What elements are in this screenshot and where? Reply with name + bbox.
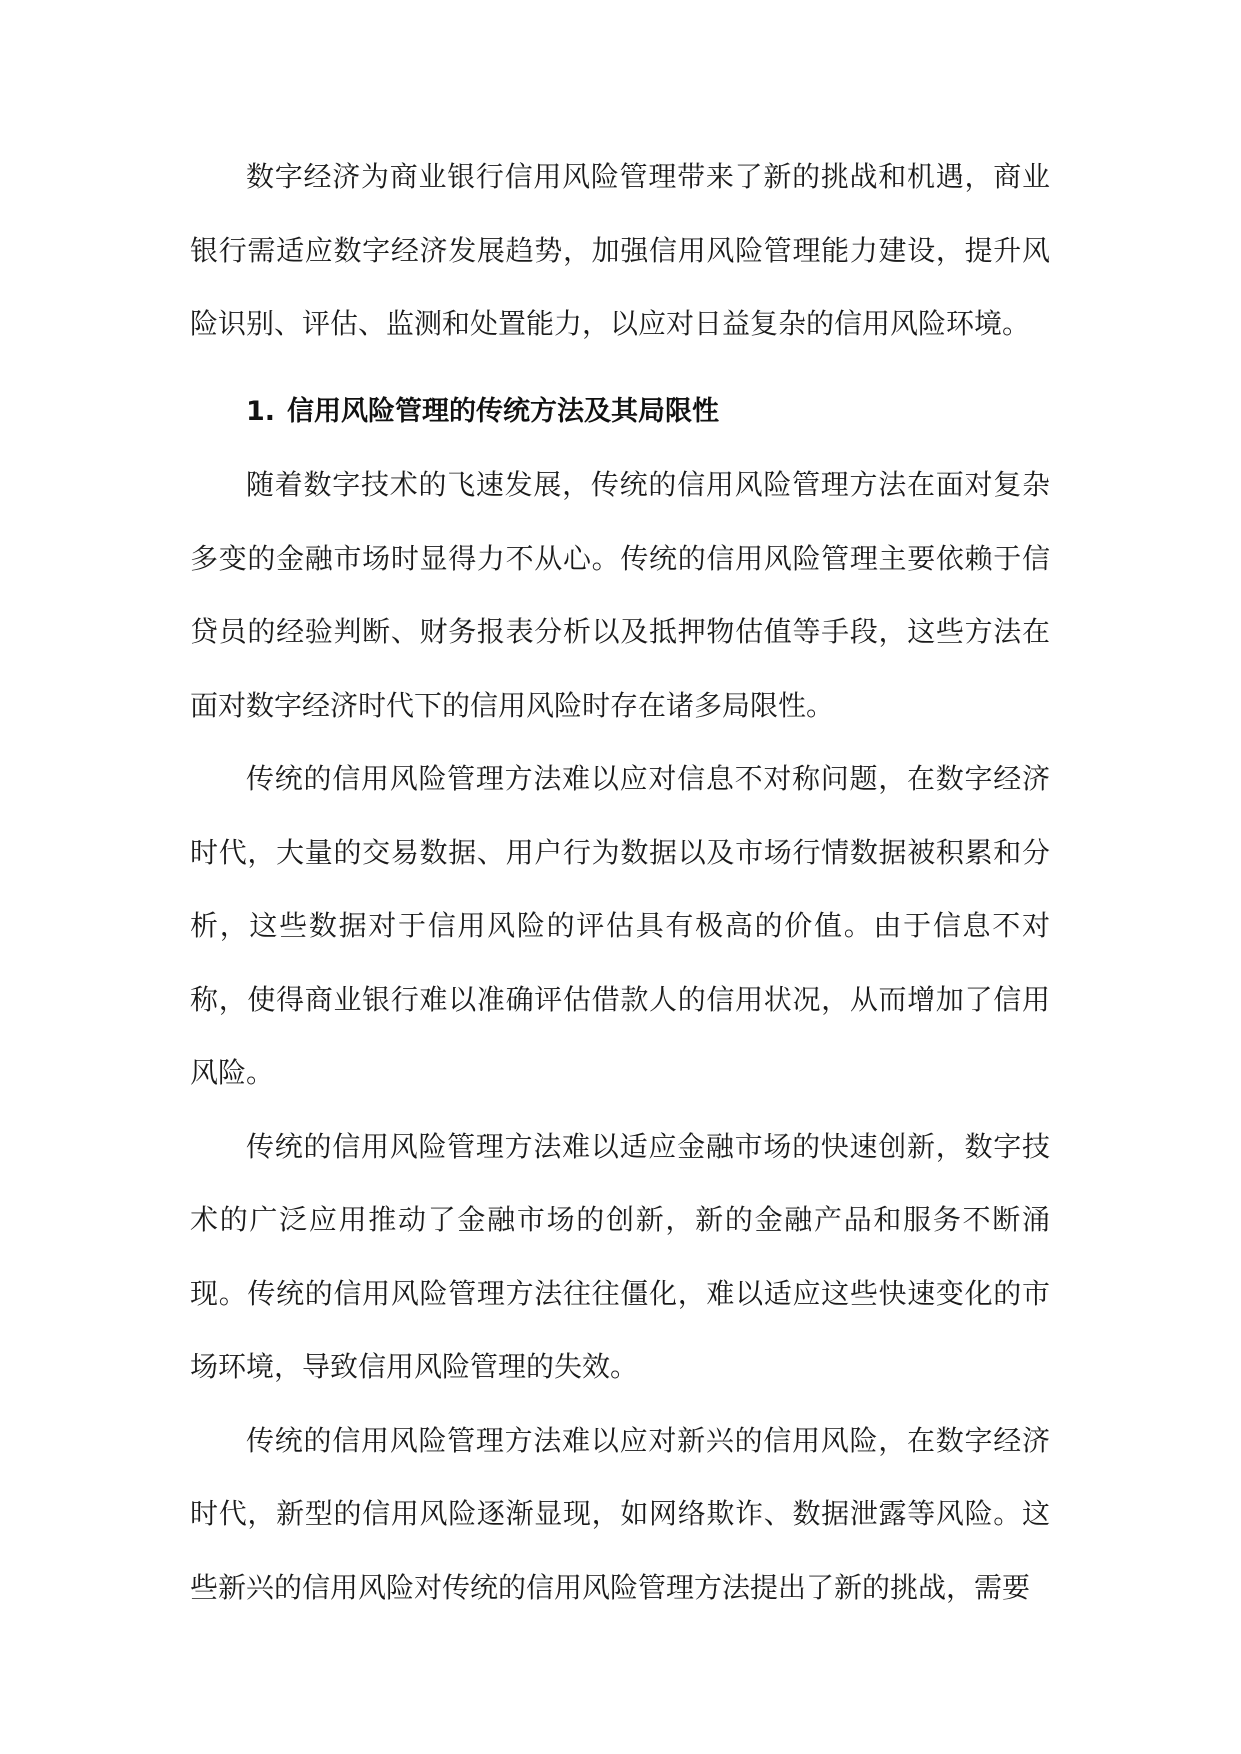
section-number: 1. bbox=[246, 395, 276, 427]
section-title: 信用风险管理的传统方法及其局限性 bbox=[287, 395, 720, 427]
intro-paragraph: 数字经济为商业银行信用风险管理带来了新的挑战和机遇，商业银行需适应数字经济发展趋势，加强信用风险管理能力建设，提升风险识别、评估、监测和处置能力，以应对日益复杂的信用风险环境。 bbox=[190, 160, 1050, 340]
document-body bbox=[190, 140, 1050, 1624]
section-heading bbox=[246, 375, 1050, 449]
body-paragraph-2: 传统的信用风险管理方法难以应对信息不对称问题，在数字经济时代，大量的交易数据、用户行为数据以及市场行情数据被积累和分析，这些数据对于信用风险的评估具有极高的价值。由于信息不对称，使得商业银行难以准确评估借款人的信用状况，从而增加了信用风险。 bbox=[190, 762, 1050, 1089]
body-paragraph-3: 传统的信用风险管理方法难以适应金融市场的快速创新，数字技术的广泛应用推动了金融市场的创新，新的金融产品和服务不断涌现。传统的信用风险管理方法往往僵化，难以适应这些快速变化的市场环境，导致信用风险管理的失效。 bbox=[190, 1129, 1050, 1383]
body-paragraph-1: 随着数字技术的飞速发展，传统的信用风险管理方法在面对复杂多变的金融市场时显得力不从心。传统的信用风险管理主要依赖于信贷员的经验判断、财务报表分析以及抵押物估值等手段，这些方法在面对数字经济时代下的信用风险时存在诸多局限性。 bbox=[190, 468, 1050, 722]
body-paragraph-4: 传统的信用风险管理方法难以应对新兴的信用风险，在数字经济时代，新型的信用风险逐渐显现，如网络欺诈、数据泄露等风险。这些新兴的信用风险对传统的信用风险管理方法提出了新的挑战，需要 bbox=[190, 1423, 1050, 1604]
